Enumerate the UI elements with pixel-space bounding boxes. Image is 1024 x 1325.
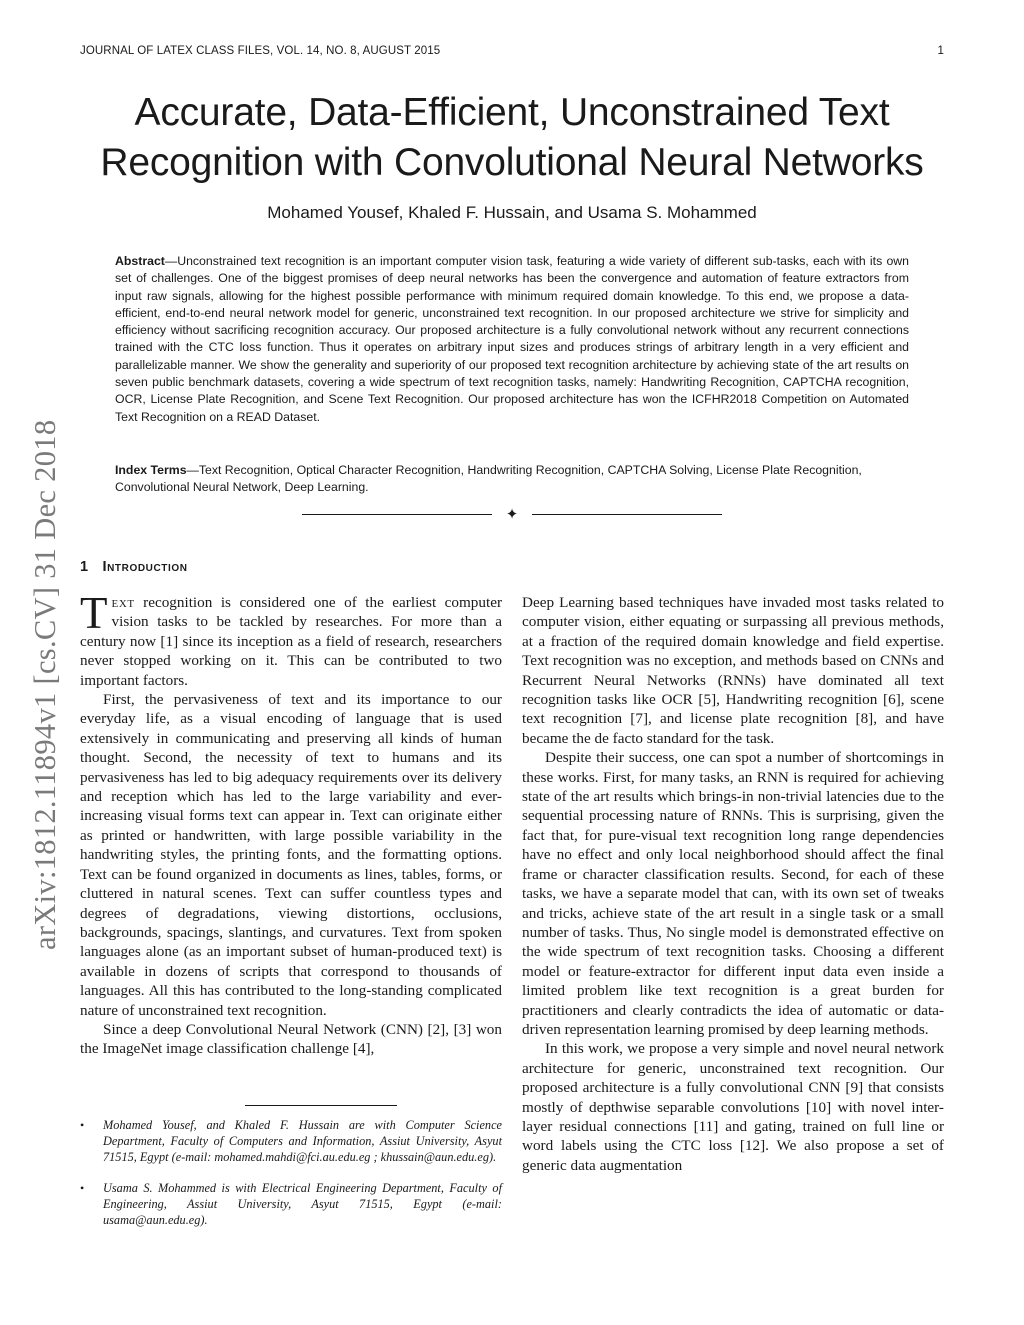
divider-line-right [532, 514, 722, 515]
abstract-text: —Unconstrained text recognition is an important computer vision task, featuring a wide variety of different sub-tasks, each with its own set of challenges. One of the biggest promises of deep neural networks has been the convergence and automation of feature extractors from input raw signals, allowing for the highest possible performance with minimum required domain knowledge. To this end, we propose a data-efficient, end-to-end neural network model for generic, unconstrained text recognition. In our proposed architecture we strive for simplicity and efficiency without sacrificing recognition accuracy. Our proposed architecture is a fully convolutional network without any recurrent connections trained with the CTC loss function. Thus it operates on arbitrary input sizes and produces strings of arbitrary length in a very efficient and parallelizable manner. We show the generality and superiority of our proposed text recognition architecture by achieving state of the art results on seven public benchmark datasets, covering a wide spectrum of text recognition tasks, namely: Handwriting Recognition, CAPTCHA recognition, OCR, License Plate Recognition, and Scene Text Recognition. Our proposed architecture has won the ICFHR2018 Competition on Automated Text Recognition on a READ Dataset. [115, 254, 909, 424]
footnote-text: Usama S. Mohammed is with Electrical Engineering Department, Faculty of Engineering, Assiut University, Asyut 71515, Egypt (e-mail: usama@aun.edu.eg). [103, 1181, 502, 1227]
divider-diamond-icon: ✦ [505, 507, 519, 523]
footnote-item [80, 1181, 502, 1228]
right-paragraph-2: Despite their success, one can spot a number of shortcomings in these works. First, for many tasks, an RNN is required for achieving state of the art results which brings-in non-trivial latencies due to the sequential processing nature of RNNs. This is surprising, given the fact that, for pure-visual text recognition long range dependencies have no effect and only local neighborhood should affect the final frame or character classification results. Second, for each of these tasks, we have a separate model that can, with its own set of tweaks and tricks, achieve state of the art result in a single task or a small number of tasks. Thus, No single model is demonstrated effective on the wide spectrum of text recognition tasks. Choosing a different model or feature-extractor for different input data even inside a limited problem like text recognition is a great burden for practitioners and clearly contradicts the idea of automatic or data-driven representation learning promised by deep learning methods. [522, 749, 944, 1038]
page-number: 1 [937, 45, 944, 57]
paper-title [60, 88, 964, 188]
section-title: Introduction [102, 559, 188, 575]
title-line-2: Recognition with Convolutional Neural Networks [100, 141, 924, 184]
arxiv-stamp: arXiv:1812.11894v1 [cs.CV] 31 Dec 2018 [28, 419, 62, 950]
right-paragraph-3: In this work, we propose a very simple and novel neural network architecture for generic, unconstrained text recognition. Our proposed architecture is a fully convolutional CNN [9] that consists mostly of depthwise separable convolutions [10] with novel inter-layer residual connections [11] and gating, trained on full line or word labels using the CTC loss [12]. We also propose a set of generic data augmentation [522, 1040, 944, 1174]
left-paragraph-2: First, the pervasiveness of text and its importance to our everyday life, as a visual encoding of language that is used extensively in communicating and preserving all kinds of human thought. Second, the necessity of text to humans and its pervasiveness has led to big adequacy requirements over its delivery and reception which has led to the large variability and ever-increasing visual forms text can appear in. Text can originate either as printed or handwritten, with large possible variability in the handwriting styles, the printing fonts, and the formatting options. Text can be found organized in documents as lines, tables, forms, or cluttered in natural scenes. Text can suffer countless types and degrees of degradations, viewing distortions, occlusions, backgrounds, spacings, slantings, and curvatures. Text from spoken languages alone (as an important subset of human-produced text) is available in dozens of scripts that correspond to thousands of languages. All this has contributed to the long-standing complicated nature of unconstrained text recognition. [80, 691, 502, 1019]
first-word-smallcaps: ext [111, 594, 135, 611]
section-number: 1 [80, 559, 89, 575]
abstract [115, 253, 909, 426]
section-heading [80, 559, 188, 575]
abstract-label: Abstract [115, 254, 165, 268]
author-list: Mohamed Yousef, Khaled F. Hussain, and Usama S. Mohammed [267, 203, 757, 222]
index-terms-text: —Text Recognition, Optical Character Recognition, Handwriting Recognition, CAPTCHA Solving, License Plate Recognition, Convolutional Neural Network, Deep Learning. [115, 463, 862, 495]
divider-line-left [302, 514, 492, 515]
section-divider [302, 506, 722, 524]
right-paragraph-1: Deep Learning based techniques have invaded most tasks related to computer vision, either equating or surpassing all previous methods, at a fraction of the required domain knowledge and field expertise. Text recognition was no exception, and methods based on CNNs and Recurrent Neural Networks (RNNs) have dominated all text recognition tasks like OCR [5], Handwriting recognition [6], scene text recognition [7], and license plate recognition [8], and have became the de facto standard for the task. [522, 594, 944, 747]
footnote-rule [245, 1105, 397, 1106]
title-line-1: Accurate, Data-Efficient, Unconstrained Text [134, 91, 890, 134]
left-column [80, 588, 502, 1059]
bullet-icon: • [80, 1118, 85, 1132]
left-paragraph-3: Since a deep Convolutional Neural Network (CNN) [2], [3] won the ImageNet image classification challenge [4], [80, 1020, 502, 1058]
left-paragraph-1-text: recognition is considered one of the earliest computer vision tasks to be tackled by researches. For more than a century now [1] since its inception as a field of research, researchers never stopped working on it. This can be contributed to two important factors. [80, 594, 502, 689]
index-terms [115, 462, 909, 497]
running-head [80, 45, 944, 57]
footnotes [80, 1118, 502, 1245]
footnote-text: Mohamed Yousef, and Khaled F. Hussain are with Computer Science Department, Faculty of Computers and Information, Assiut University, Asyut 71515, Egypt (e-mail: mohamed.mahdi@fci.au.edu.eg ; khussain@aun.edu.eg). [103, 1118, 502, 1164]
drop-cap: T [80, 588, 108, 638]
index-terms-label: Index Terms [115, 463, 187, 477]
left-paragraph-1 [80, 588, 502, 690]
footnote-item [80, 1118, 502, 1165]
journal-name: JOURNAL OF LATEX CLASS FILES, VOL. 14, NO. 8, AUGUST 2015 [80, 45, 441, 57]
right-column [522, 593, 944, 1175]
bullet-icon: • [80, 1181, 85, 1196]
